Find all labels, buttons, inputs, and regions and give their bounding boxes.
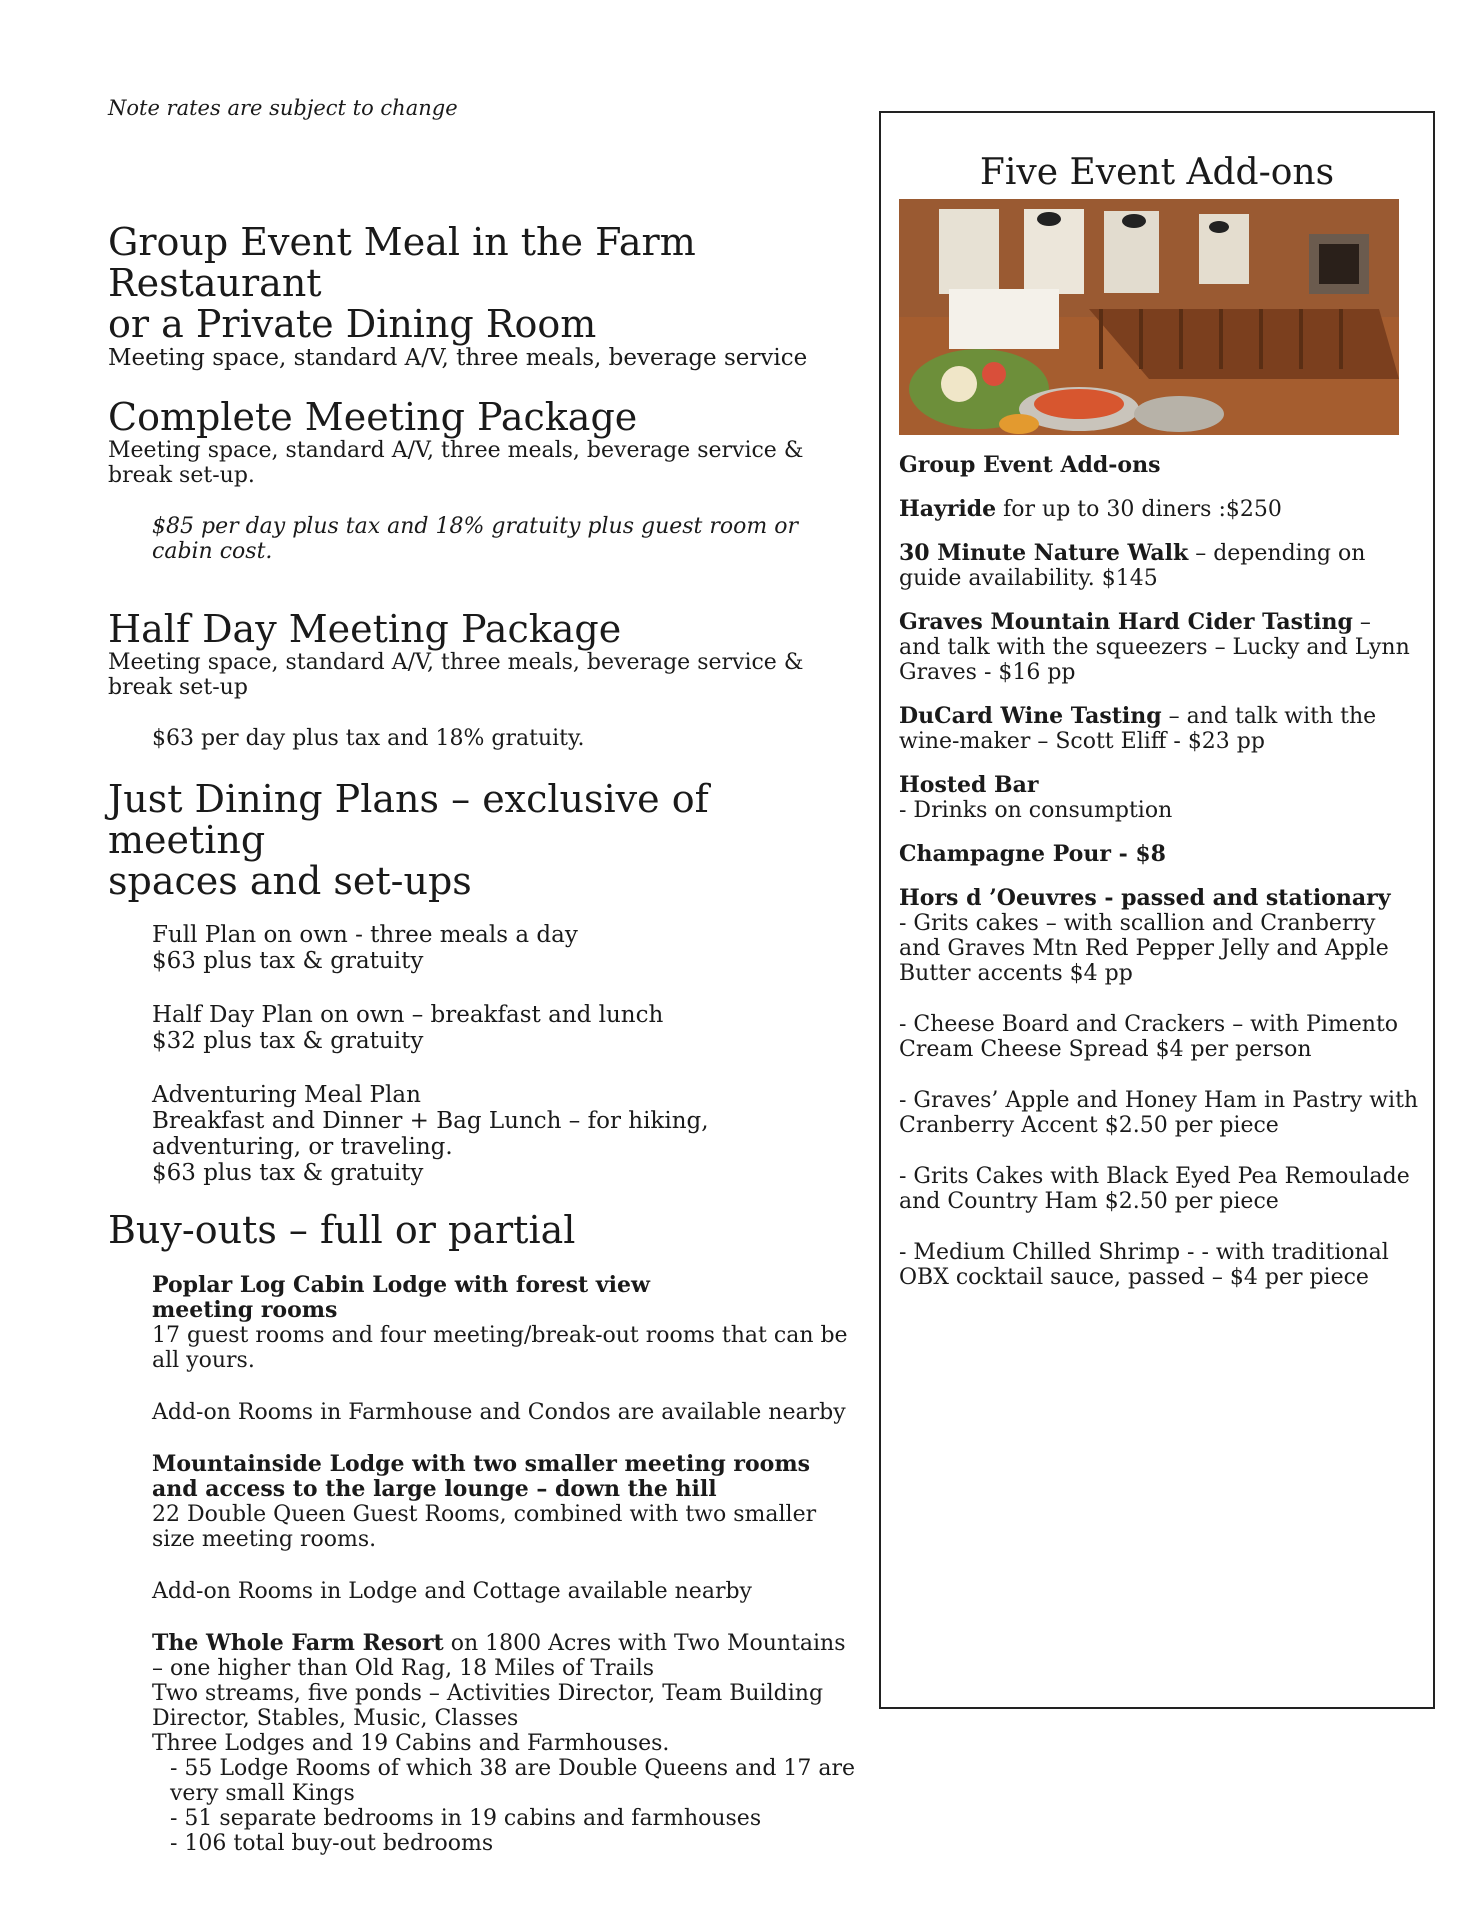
whole-farm: [152, 1631, 892, 1856]
complete-package-desc: Meeting space, standard A/V, three meals, beverage service & break set-up.: [108, 438, 804, 488]
half-day-section: [108, 609, 868, 751]
hors-entry: - Graves’ Apple and Honey Ham in Pastry with Cranberry Accent $2.50 per piece: [899, 1088, 1419, 1138]
restaurant-photo-icon: [899, 199, 1399, 435]
plan-line: Adventuring Meal Plan: [152, 1082, 421, 1108]
dining-plan-full: [152, 922, 868, 974]
complete-package-section: [108, 397, 868, 564]
plan-price: $63 plus tax & gratuity: [152, 948, 424, 974]
complete-package-title: Complete Meeting Package: [108, 395, 638, 439]
plan-line: Half Day Plan on own – breakfast and lunch: [152, 1002, 664, 1028]
group-meal-desc: Meeting space, standard A/V, three meals, beverage service: [108, 345, 808, 371]
mountainside-heading-1: Mountainside Lodge with two smaller meeting rooms: [152, 1451, 810, 1477]
group-meal-section: [108, 222, 868, 371]
restaurant-photo: [899, 199, 1399, 435]
dining-plans-title-2: spaces and set-ups: [108, 859, 472, 903]
whole-farm-bullet: - 55 Lodge Rooms of which 38 are Double Queens and 17 are very small Kings: [170, 1756, 856, 1806]
hors-entry: - Grits Cakes with Black Eyed Pea Remoulade and Country Ham $2.50 per piece: [899, 1164, 1410, 1214]
addon-bar: [899, 773, 1419, 823]
dining-plan-half: [152, 1002, 868, 1054]
whole-farm-line: Three Lodges and 19 Cabins and Farmhouses.: [152, 1731, 670, 1756]
whole-farm-bullet: - 51 separate bedrooms in 19 cabins and farmhouses: [170, 1806, 762, 1831]
whole-farm-bullet: - 106 total buy-out bedrooms: [170, 1831, 494, 1856]
addon-wine: [899, 704, 1419, 754]
group-meal-title-1: Group Event Meal in the Farm Restaurant: [108, 220, 696, 305]
plan-line: adventuring, or traveling.: [152, 1134, 453, 1160]
dining-plans-section: [108, 779, 868, 1186]
half-day-desc: Meeting space, standard A/V, three meals, beverage service & break set-up: [108, 650, 804, 700]
addon-name: Hayride: [899, 496, 997, 522]
addon-text: – and talk with the wine-maker – Scott Eliff - $23 pp: [899, 704, 1377, 754]
addons-heading: Group Event Add-ons: [899, 452, 1161, 478]
addon-name: Hosted Bar: [899, 772, 1039, 798]
event-addons-sidebar: [879, 111, 1435, 1709]
whole-farm-line: Director, Stables, Music, Classes: [152, 1706, 519, 1731]
mountainside-lodge: [152, 1452, 852, 1604]
addon-hayride: [899, 497, 1419, 522]
addon-text: – and talk with the squeezers – Lucky and Lynn Graves - $16 pp: [899, 610, 1410, 685]
whole-farm-heading: The Whole Farm Resort: [152, 1630, 444, 1656]
poplar-lodge: [152, 1273, 852, 1425]
hors-entry: - Cheese Board and Crackers – with Pimento Cream Cheese Spread $4 per person: [899, 1012, 1399, 1062]
poplar-heading-2: meeting rooms: [152, 1297, 338, 1323]
plan-price: $32 plus tax & gratuity: [152, 1028, 424, 1054]
sidebar-title: Five Event Add-ons: [979, 152, 1335, 193]
dining-plan-adventuring: [152, 1082, 868, 1186]
whole-farm-heading-rest: on 1800 Acres with Two Mountains: [443, 1631, 846, 1656]
plan-line: Breakfast and Dinner + Bag Lunch – for hiking,: [152, 1108, 709, 1134]
hors-entry: - Grits cakes – with scallion and Cranberry and Graves Mtn Red Pepper Jelly and Apple Butter accents $4 pp: [899, 911, 1389, 986]
complete-package-price: $85 per day plus tax and 18% gratuity plus guest room or cabin cost.: [152, 514, 799, 564]
buyouts-section: [108, 1210, 888, 1856]
poplar-addon: Add-on Rooms in Farmhouse and Condos are available nearby: [152, 1400, 846, 1425]
addon-text: – depending on guide availability. $145: [899, 541, 1366, 591]
addon-name: 30 Minute Nature Walk: [899, 540, 1189, 566]
addon-nature-walk: [899, 541, 1419, 591]
poplar-heading-1: Poplar Log Cabin Lodge with forest view: [152, 1272, 650, 1298]
plan-line: Full Plan on own - three meals a day: [152, 922, 578, 948]
half-day-price: $63 per day plus tax and 18% gratuity.: [152, 726, 585, 751]
hors-entry: - Medium Chilled Shrimp - - with traditional OBX cocktail sauce, passed – $4 per piece: [899, 1240, 1389, 1290]
addon-name: Hors d ’Oeuvres - passed and stationary: [899, 885, 1391, 911]
addon-name: Champagne Pour - $8: [899, 841, 1166, 867]
addon-champagne: [899, 842, 1419, 867]
whole-farm-line: Two streams, five ponds – Activities Director, Team Building: [152, 1681, 824, 1706]
addon-text: for up to 30 diners :$250: [996, 497, 1282, 522]
dining-plans-title-1: Just Dining Plans – exclusive of meeting: [108, 777, 709, 862]
plan-price: $63 plus tax & gratuity: [152, 1160, 424, 1186]
poplar-desc: 17 guest rooms and four meeting/break-out rooms that can be all yours.: [152, 1323, 848, 1373]
addon-name: DuCard Wine Tasting: [899, 703, 1162, 729]
mountainside-heading-2: and access to the large lounge – down the hill: [152, 1476, 717, 1502]
buyouts-title: Buy-outs – full or partial: [108, 1208, 576, 1252]
mountainside-addon: Add-on Rooms in Lodge and Cottage available nearby: [152, 1579, 752, 1604]
addon-text: - Drinks on consumption: [899, 798, 1173, 823]
group-meal-title-2: or a Private Dining Room: [108, 302, 597, 346]
addon-hors: [899, 886, 1419, 911]
addon-name: Graves Mountain Hard Cider Tasting: [899, 609, 1353, 635]
addon-list: [899, 453, 1419, 1309]
mountainside-desc: 22 Double Queen Guest Rooms, combined with two smaller size meeting rooms.: [152, 1502, 817, 1552]
rates-note: Note rates are subject to change: [108, 96, 458, 120]
whole-farm-line: – one higher than Old Rag, 18 Miles of Trails: [152, 1656, 655, 1681]
addon-cider: [899, 610, 1419, 685]
half-day-title: Half Day Meeting Package: [108, 607, 622, 651]
